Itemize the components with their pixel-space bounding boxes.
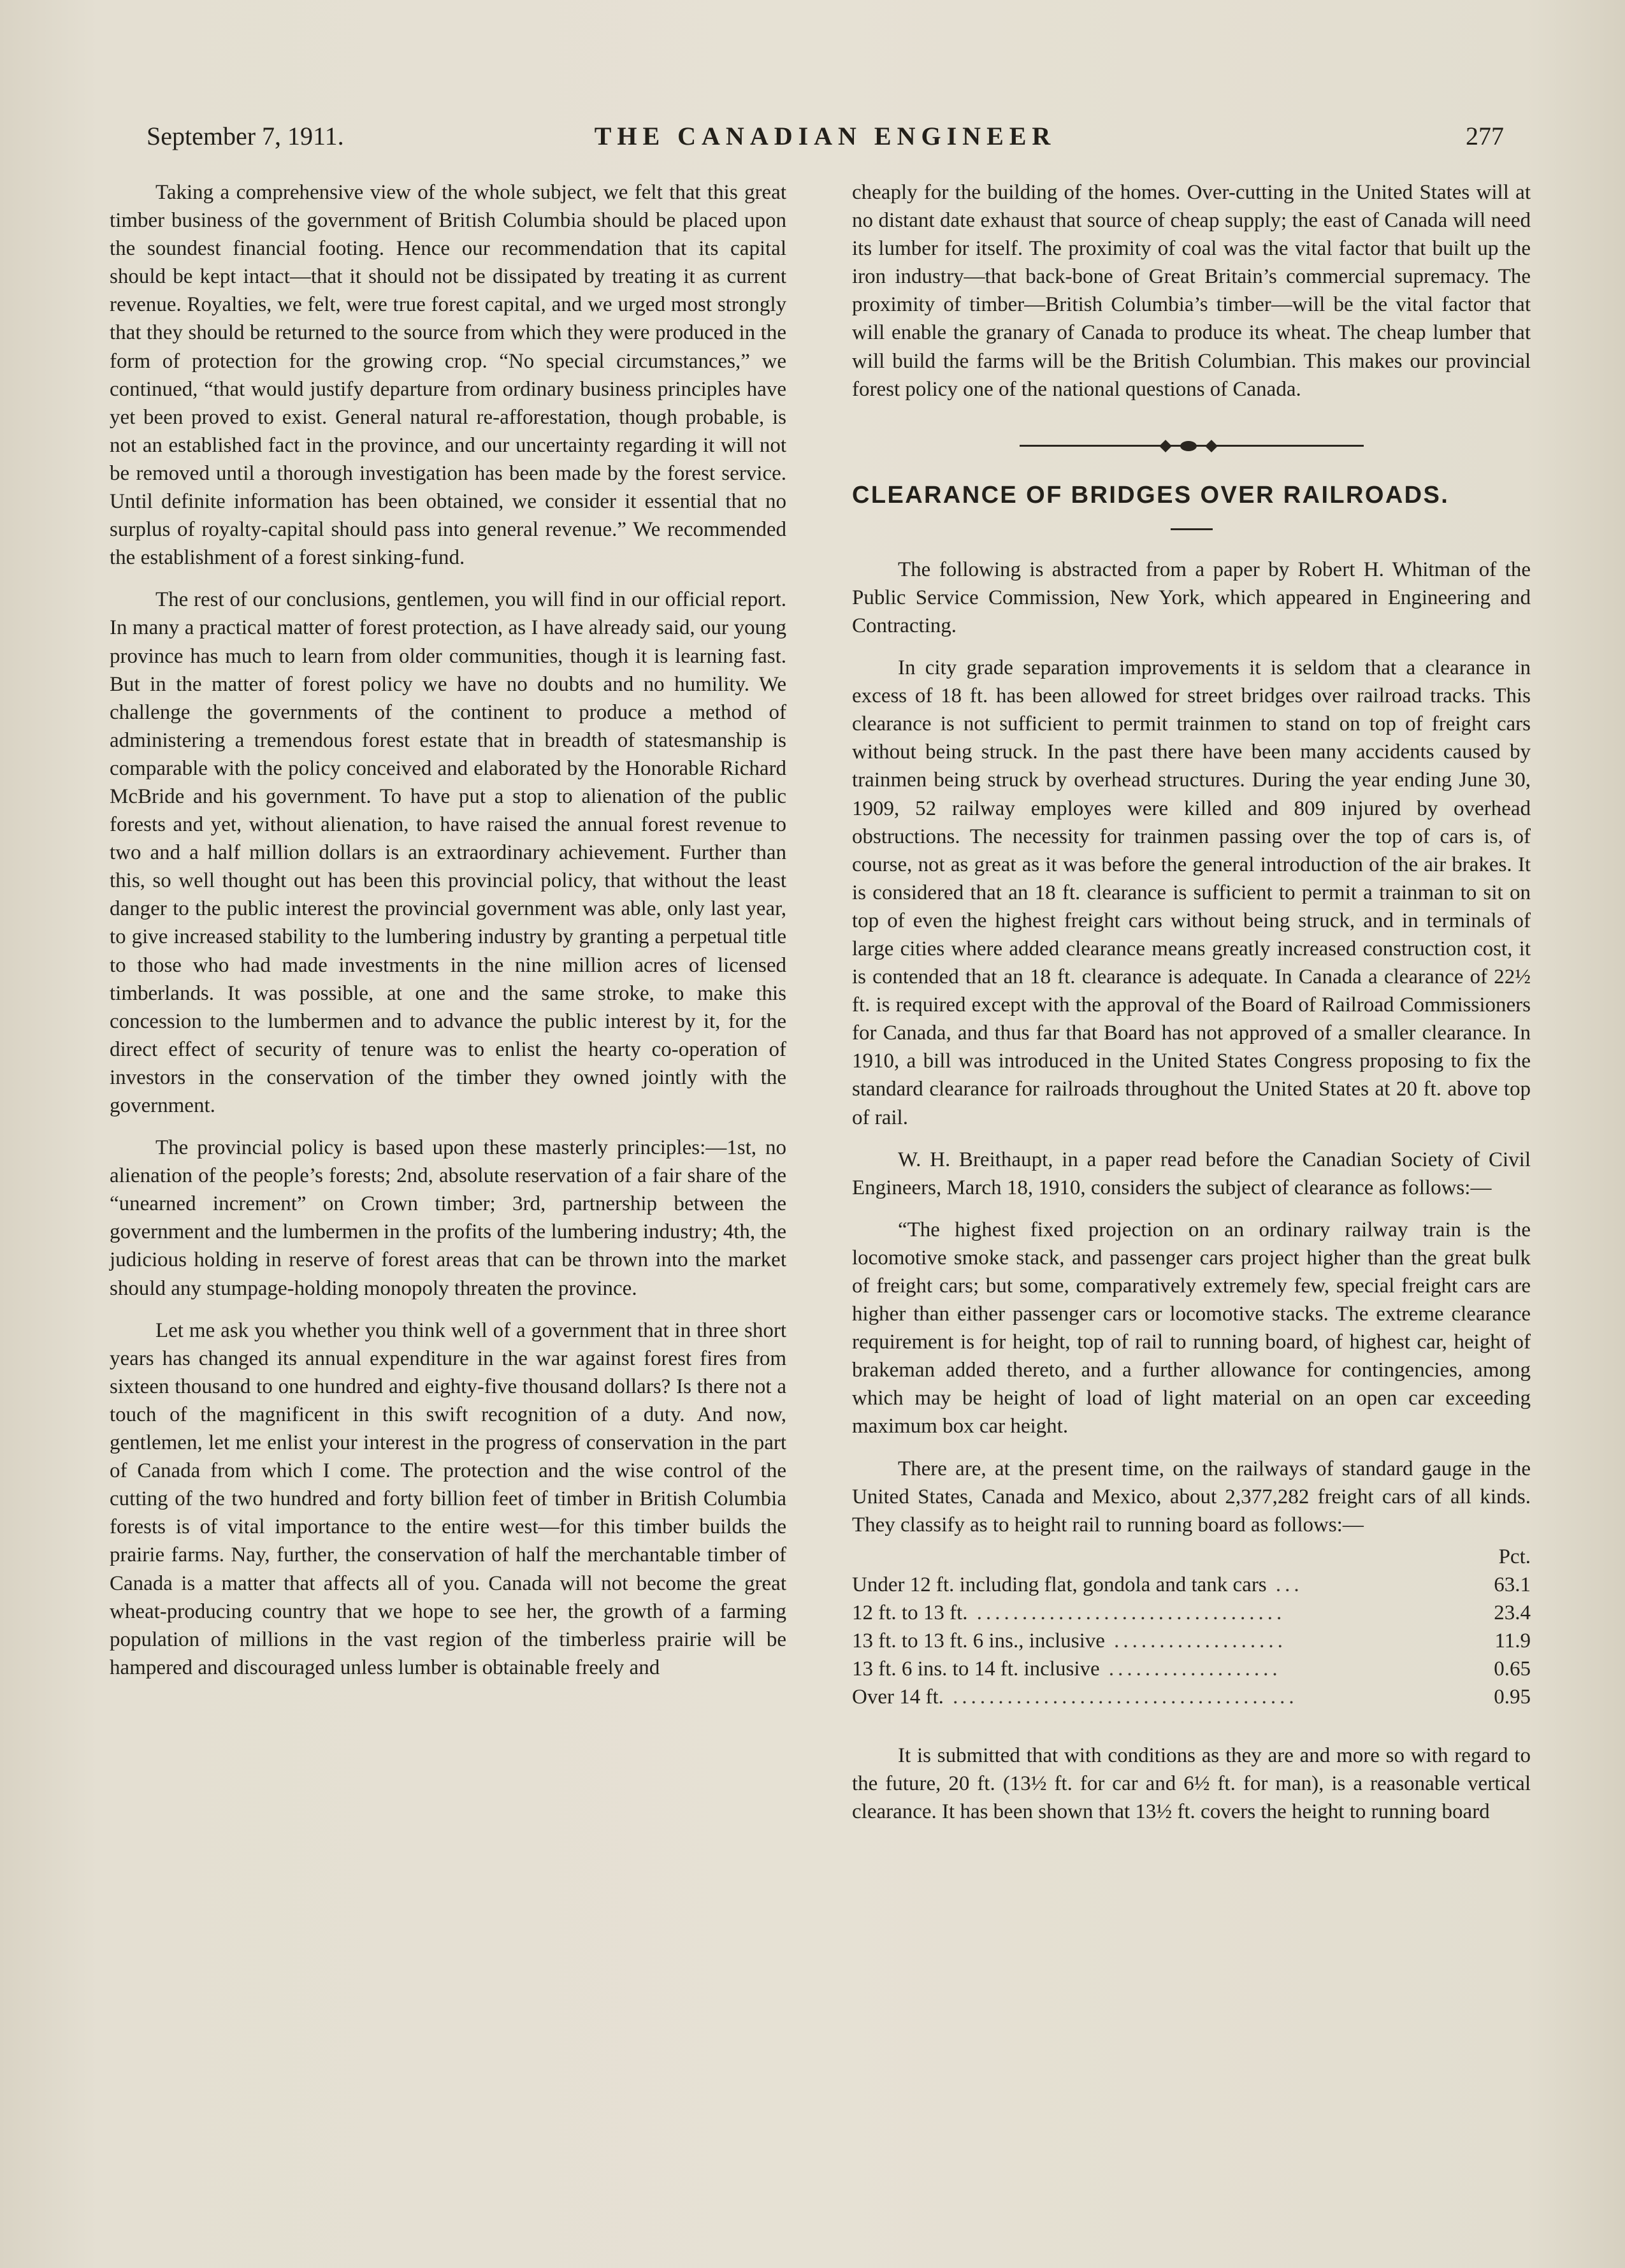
right-column	[852, 178, 1531, 1826]
paragraph: The rest of our conclusions, gentlemen, you will find in our official report. In many a practical matter of forest protection, as I have already said, our young province has much to learn from older communities, though it is learning fast. But in the matter of forest policy we have no doubts and no humility. We challenge the governments of the continent to produce a method of administering a tremendous forest estate that in breadth of statesmanship is comparable with the policy conceived and elaborated by the Honorable Richard McBride and his government. To have put a stop to alienation of the public forests and yet, without alienation, to have raised the annual forest revenue to two and a half million dollars is an extraordinary achievement. Further than this, so well thought out has been this provincial policy, that without the least danger to the public interest the provincial government was able, only last year, to give increased stability to the lumbering industry by granting a perpetual title to those who had made investments in the nine million acres of licensed timberlands. It was possible, at one and the same stroke, to make this concession to the lumbermen and to advance the public interest by it, for the direct effect of security of tenure was to enlist the hearty co-operation of investors in the conservation of the timber they owned jointly with the government.	[110, 588, 786, 1117]
paragraph: Let me ask you whether you think well of a government that in three short years has changed its annual expenditure in the war against forest fires from sixteen thousand to one hundred and eighty-five thousand dollars? Is there not a touch of the magnificent in this swift recognition of a duty. And now, gentlemen, let me enlist your interest in the progress of conservation in the part of Canada from which I come. The protection and the wise control of the cutting of the two hundred and forty billion feet of timber in British Columbia forests is of vital importance to the entire west—for this timber builds the prairie farms. Nay, further, the conservation of half the merchantable timber of Canada is a matter that affects all of you. Canada will not become the great wheat-producing country that we hope to see her, the growth of a farming population of millions in the vast region of the timberless prairie will be hampered and discouraged unless lumber is obtainable freely and	[110, 1318, 786, 1679]
row-label: 12 ft. to 13 ft.	[852, 1601, 968, 1624]
row-label: 13 ft. 6 ins. to 14 ft. inclusive	[852, 1657, 1100, 1680]
row-label: Under 12 ft. including flat, gondola and tank cars	[852, 1573, 1267, 1596]
paragraph: The following is abstracted from a paper by Robert H. Whitman of the Public Service Commission, New York, which appeared in Engineering and Contracting.	[852, 558, 1531, 637]
paragraph: In city grade separation improvements it is seldom that a clearance in excess of 18 ft. has been allowed for street bridges over railroad tracks. This clearance is not sufficient to permit trainmen to stand on top of freight cars without being struck. In the past there have been many accidents caused by trainmen being struck by overhead structures. During the year ending June 30, 1909, 52 railway employes were killed and 809 injured by overhead obstructions. The necessity for trainmen passing over the top of cars is, of course, not as great as it was before the general introduction of the air brakes. It is considered that an 18 ft. clearance is sufficient to permit a trainman to sit on top of even the highest freight cars without being struck, and in terminals of large cities where added clearance means greatly increased construction cost, it is contended that an 18 ft. clearance is adequate. In Canada a clearance of 22½ ft. is required except with the approval of the Board of Railroad Commissioners for Canada, and thus far that Board has not approved of a smaller clearance. In 1910, a bill was introduced in the United States Congress proposing to fix the standard clearance for railroads throughout the United States at 20 ft. above top of rail.	[852, 656, 1531, 1129]
page-header	[147, 121, 1504, 159]
page-number: 277	[1466, 122, 1504, 150]
paragraph: There are, at the present time, on the railways of standard gauge in the United States, Canada and Mexico, about 2,377,282 freight cars of all kinds. They classify as to height rail to running board as follows:—	[852, 1457, 1531, 1536]
table-row: 13 ft. to 13 ft. 6 ins., inclusive ................... 11.9	[852, 1627, 1531, 1655]
left-column	[110, 178, 786, 1682]
row-value: 0.65	[1494, 1657, 1531, 1680]
table-row: 12 ft. to 13 ft. .................................. 23.4	[852, 1599, 1531, 1627]
table-row: Under 12 ft. including flat, gondola and tank cars ... 63.1	[852, 1571, 1531, 1599]
issue-date: September 7, 1911.	[147, 122, 344, 150]
paragraph: It is submitted that with conditions as they are and more so with regard to the future, 20 ft. (13½ ft. for car and 6½ ft. for man), is a reasonable vertical clearance. It has been shown that 13½ ft. covers the height to running board	[852, 1744, 1531, 1824]
quoted-paragraph: “The highest fixed projection on an ordinary railway train is the locomotive smoke stack, and passenger cars project higher than the great bulk of freight cars; but some, comparatively extremely few, special freight cars are higher than either passenger cars or locomotive stacks. The extreme clearance requirement is for height, top of rail to running board, of highest car, height of brakeman added thereto, and a further allowance for contingencies, among which may be height of load of light material on an open car exceeding maximum box car height.	[852, 1218, 1531, 1438]
title-rule	[1171, 528, 1213, 530]
paragraph: W. H. Breithaupt, in a paper read before the Canadian Society of Civil Engineers, March 18, 1910, considers the subject of clearance as follows:—	[852, 1148, 1531, 1199]
row-value: 0.95	[1494, 1685, 1531, 1708]
paragraph: Taking a comprehensive view of the whole subject, we felt that this great timber business of the government of British Columbia should be placed upon the soundest financial footing. Hence our recommendation that its capital should be kept intact—that it should not be dissipated by treating it as current revenue. Royalties, we felt, were true forest capital, and we urged most strongly that they should be returned to the source from which they were produced in the form of protection for the growing crop. “No special circumstances,” we continued, “that would justify departure from ordinary business principles have yet been proved to exist. General natural re-afforestation, though probable, is not an established fact in the province, and our uncertainty regarding it will not be removed until a thorough investigation has been made by the forest service. Until definite information has been obtained, we consider it essential that no surplus of royalty-capital should pass into general revenue.” We recommended the establishment of a forest sinking-fund.	[110, 181, 786, 570]
freight-car-height-table	[852, 1543, 1531, 1711]
continued-paragraph: cheaply for the building of the homes. Over-cutting in the United States will at no distant date exhaust that source of cheap supply; the east of Canada will need its lumber for itself. The proximity of coal was the vital factor that built up the iron industry—that back-bone of Great Britain’s commercial supremacy. The proximity of timber—British Columbia’s timber—will be the vital factor that will enable the granary of Canada to produce its wheat. The cheap lumber that will build the farms will be the British Columbian. This makes our provincial forest policy one of the national questions of Canada.	[852, 181, 1531, 401]
row-value: 63.1	[1494, 1573, 1531, 1596]
row-label: Over 14 ft.	[852, 1685, 944, 1708]
table-column-header: Pct.	[1498, 1545, 1531, 1568]
row-value: 23.4	[1494, 1601, 1531, 1624]
journal-title: THE CANADIAN ENGINEER	[594, 122, 1057, 150]
table-row: 13 ft. 6 ins. to 14 ft. inclusive ................... 0.65	[852, 1655, 1531, 1683]
paragraph: The provincial policy is based upon these masterly principles:—1st, no alienation of the people’s forests; 2nd, absolute reservation of a fair share of the “unearned increment” on Crown timber; 3rd, partnership between the government and the lumbermen in the profits of the lumbering industry; 4th, the judicious holding in reserve of forest areas that can be thrown into the market should any stumpage-holding monopoly threaten the province.	[110, 1136, 786, 1300]
article-title: CLEARANCE OF BRIDGES OVER RAILROADS.	[852, 481, 1450, 509]
ornamental-divider	[1020, 440, 1364, 452]
table-row: Over 14 ft. ...................................... 0.95	[852, 1683, 1531, 1711]
row-value: 11.9	[1494, 1629, 1531, 1652]
row-label: 13 ft. to 13 ft. 6 ins., inclusive	[852, 1629, 1105, 1652]
